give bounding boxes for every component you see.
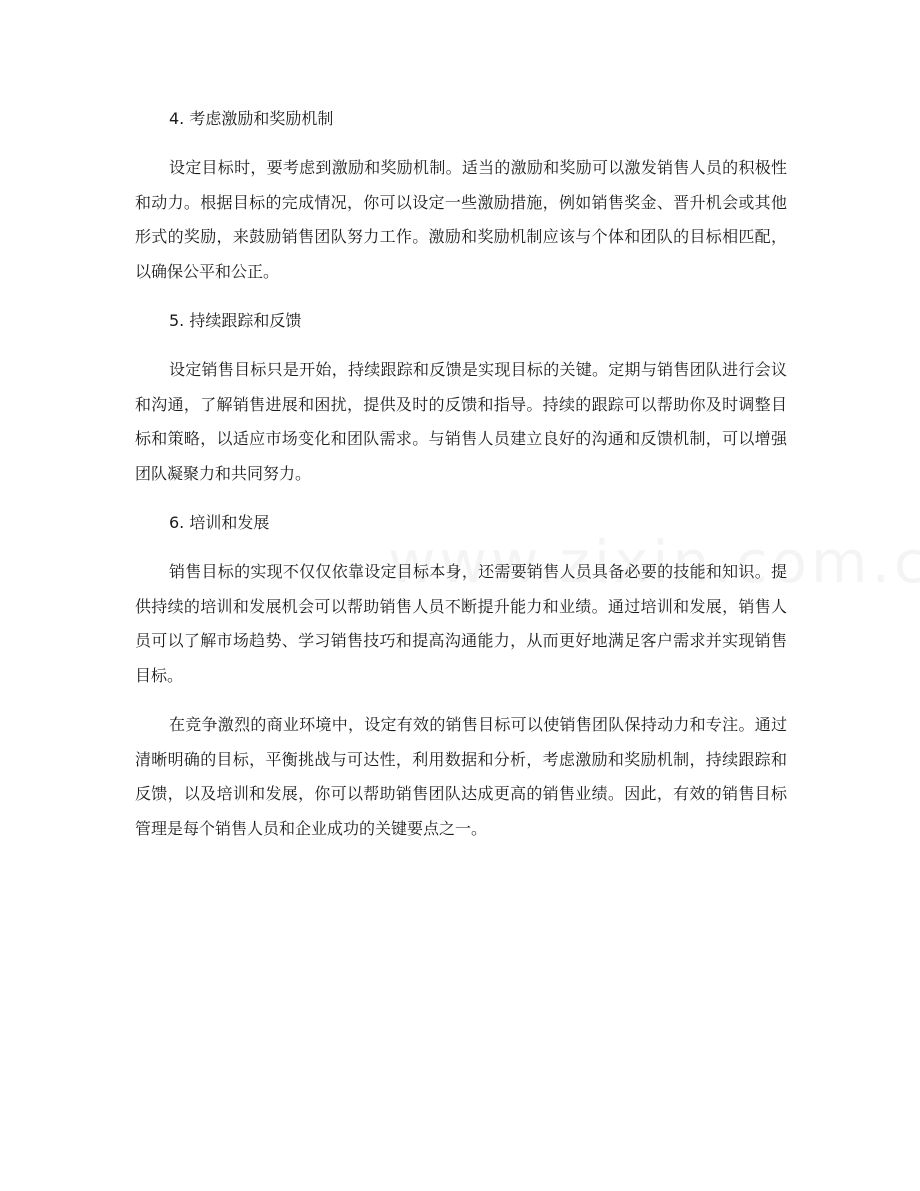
section-paragraph: 设定销售目标只是开始，持续跟踪和反馈是实现目标的关键。定期与销售团队进行会议和沟通，了解销售进展和困扰，提供及时的反馈和指导。持续的跟踪可以帮助你及时调整目标和策略，以适应市场变化和团队需求。与销售人员建立良好的沟通和反馈机制，可以增强团队凝聚力和共同努力。 [135,360,787,483]
section-training [135,506,787,693]
section-heading: 6. 培训和发展 [169,513,270,532]
section-tracking-feedback [135,304,787,491]
section-paragraph: 销售目标的实现不仅仅依靠设定目标本身，还需要销售人员具备必要的技能和知识。提供持续的培训和发展机会可以帮助销售人员不断提升能力和业绩。通过培训和发展，销售人员可以了解市场趋势、学习销售技巧和提高沟通能力，从而更好地满足客户需求并实现销售目标。 [135,562,787,685]
section-heading: 4. 考虑激励和奖励机制 [169,109,334,128]
section-paragraph: 设定目标时，要考虑到激励和奖励机制。适当的激励和奖励可以激发销售人员的积极性和动力。根据目标的完成情况，你可以设定一些激励措施，例如销售奖金、晋升机会或其他形式的奖励，来鼓励销售团队努力工作。激励和奖励机制应该与个体和团队的目标相匹配，以确保公平和公正。 [135,158,787,281]
document-body [135,102,787,861]
section-heading: 5. 持续跟踪和反馈 [169,311,302,330]
conclusion-paragraph: 在竞争激烈的商业环境中，设定有效的销售目标可以使销售团队保持动力和专注。通过清晰明确的目标，平衡挑战与可达性，利用数据和分析，考虑激励和奖励机制，持续跟踪和反馈，以及培训和发展，你可以帮助销售团队达成更高的销售业绩。因此，有效的销售目标管理是每个销售人员和企业成功的关键要点之一。 [135,715,787,838]
section-incentives [135,102,787,289]
